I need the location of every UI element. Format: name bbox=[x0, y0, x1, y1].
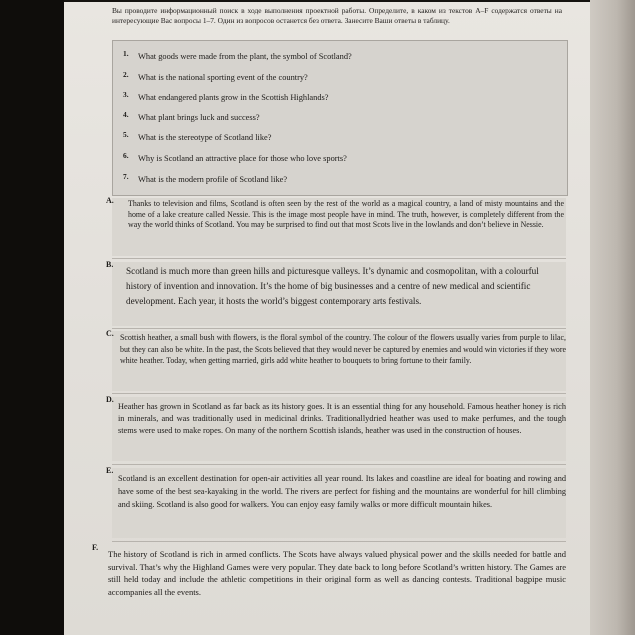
text-letter: D. bbox=[106, 395, 114, 404]
text-letter: A. bbox=[106, 196, 114, 205]
text-body: Scotland is an excellent destination for open-air activities all year round. Its lakes and coastline are ideal for boating and rowing and have some of the best sea-kayaking in the world. The rivers are perfect for fishing and the mountains are wonderful for hill climbing and skiing. Scotland is also good for walkers. You can enjoy easy family walks or more difficult mountain hikes. bbox=[118, 474, 566, 509]
background-left bbox=[0, 0, 64, 635]
worksheet-page bbox=[64, 2, 590, 635]
text-block-c bbox=[106, 329, 566, 391]
text-body: Heather has grown in Scotland as far back as its history goes. It is an essential thing for any household. Famous heather honey is rich in minerals, and was traditionally used in medicinal drinks. Traditionallydried heather was used to make perfumes, and the tough stems were used to make ropes. On many of the northern Scottish islands, heather was used in the construction of houses. bbox=[118, 402, 566, 436]
question-text: What is the national sporting event of the country? bbox=[138, 73, 308, 82]
text-block-d bbox=[106, 395, 566, 461]
page-edge bbox=[590, 0, 635, 635]
question-number: 4. bbox=[123, 110, 129, 119]
question-text: What is the modern profile of Scotland like? bbox=[138, 175, 288, 184]
question-number: 6. bbox=[123, 151, 129, 160]
text-block-b bbox=[106, 260, 566, 326]
text-block-a bbox=[106, 196, 566, 256]
task-instructions: Вы проводите информационный поиск в ходе выполнения проектной работы. Определите, в каком из текстов A–F содержатся ответы на интересующие Вас вопросы 1–7. Один из вопросов останется без ответа. Занесите Ваши ответы в таблицу. bbox=[112, 6, 562, 26]
question-text: What plant brings luck and success? bbox=[138, 113, 260, 122]
text-letter: C. bbox=[106, 329, 114, 338]
question-text: What is the stereotype of Scotland like? bbox=[138, 133, 272, 142]
text-body: Thanks to television and films, Scotland is often seen by the rest of the world as a magical country, a land of misty mountains and the home of a lake creature called Nessie. This is the image most people have in mind. The truth, however, is completely different from the way the world thinks of Scotland. You may be surprised to find out that most Scots live in the lowlands and don’t believe in Nessie. bbox=[128, 199, 564, 229]
question-number: 7. bbox=[123, 172, 129, 181]
divider bbox=[112, 393, 566, 394]
text-block-e bbox=[106, 466, 566, 538]
text-block-f bbox=[92, 543, 566, 619]
question-number: 2. bbox=[123, 70, 129, 79]
text-letter: F. bbox=[92, 543, 99, 552]
text-letter: E. bbox=[106, 466, 114, 475]
question-text: Why is Scotland an attractive place for those who love sports? bbox=[138, 154, 347, 163]
text-body: The history of Scotland is rich in armed conflicts. The Scots have always valued physical power and the skills needed for battle and survival. That’s why the Highland Games were very popular. They date back to long before Scotland’s written history. The Games are still held today and include the athletic competitions in their original form as well as dancing contests. Traditional bagpipe music accompanies all the events. bbox=[108, 549, 566, 597]
text-body: Scottish heather, a small bush with flowers, is the floral symbol of the country. The colour of the flowers usually varies from purple to lilac, but they can also be white. In the past, the Scots believed that they would never be captured by enemies and would win victories if they wore white heather. Today, when getting married, girls add white heather to bouquets to bring fortune to their family. bbox=[120, 333, 566, 366]
divider bbox=[112, 464, 566, 465]
question-number: 5. bbox=[123, 130, 129, 139]
divider bbox=[112, 541, 566, 542]
divider bbox=[112, 328, 566, 329]
text-body: Scotland is much more than green hills and picturesque valleys. It’s dynamic and cosmopolitan, with a colourful history of invention and innovation. It’s the home of big businesses and a centre of new medical and scientific development. Each year, it hosts the world’s biggest contemporary arts festivals. bbox=[126, 266, 539, 306]
text-letter: B. bbox=[106, 260, 114, 269]
divider bbox=[112, 258, 566, 259]
questions-list bbox=[112, 40, 568, 196]
question-number: 1. bbox=[123, 49, 129, 58]
question-number: 3. bbox=[123, 90, 129, 99]
question-text: What endangered plants grow in the Scottish Highlands? bbox=[138, 93, 329, 102]
question-text: What goods were made from the plant, the symbol of Scotland? bbox=[138, 52, 352, 61]
